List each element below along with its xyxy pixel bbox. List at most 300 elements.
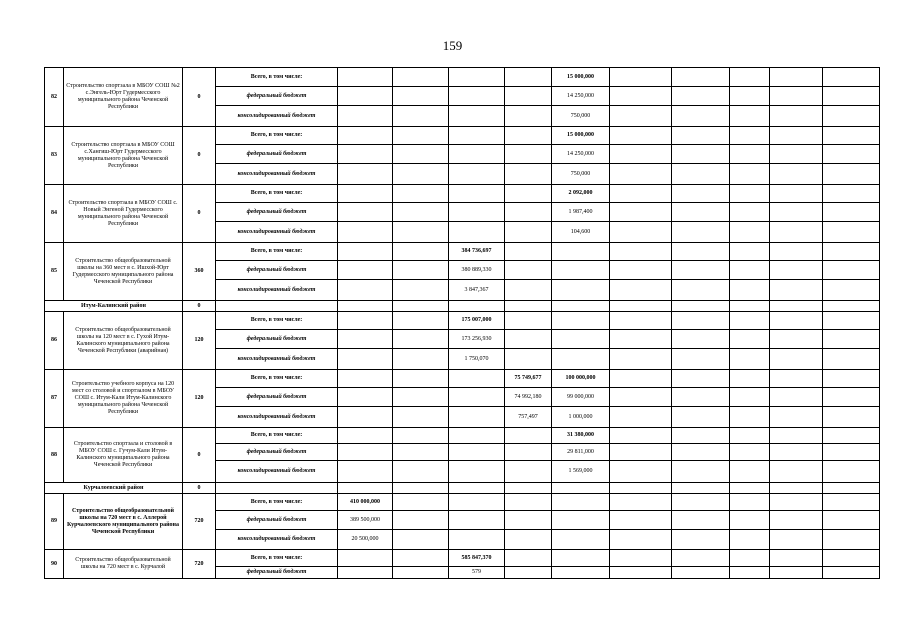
budget-label: Всего, в том числе: — [216, 494, 338, 511]
value-cell: 1 569,000 — [552, 461, 610, 483]
value-cell — [505, 164, 552, 185]
value-cell — [672, 444, 730, 461]
value-cell — [823, 494, 880, 511]
empty-cell — [730, 301, 770, 312]
row-number: 82 — [45, 68, 64, 127]
value-cell — [505, 261, 552, 280]
value-cell — [393, 567, 449, 579]
value-cell — [505, 127, 552, 145]
value-cell — [338, 312, 393, 330]
value-cell — [730, 349, 770, 370]
value-cell: 20 500,000 — [338, 530, 393, 550]
value-cell — [338, 407, 393, 428]
value-cell — [770, 444, 823, 461]
value-cell — [823, 243, 880, 261]
value-cell — [770, 567, 823, 579]
budget-label: консолидированный бюджет — [216, 349, 338, 370]
value-cell — [770, 185, 823, 203]
budget-label: Всего, в том числе: — [216, 428, 338, 444]
value-cell — [505, 444, 552, 461]
value-cell — [672, 68, 730, 87]
value-cell — [823, 87, 880, 106]
value-cell — [505, 494, 552, 511]
value-cell — [338, 145, 393, 164]
row-number: 88 — [45, 428, 64, 483]
value-cell — [449, 461, 505, 483]
value-cell — [823, 428, 880, 444]
value-cell — [393, 280, 449, 301]
value-cell — [672, 106, 730, 127]
budget-label: федеральный бюджет — [216, 388, 338, 407]
object-name: Строительство учебного корпуса на 120 мест со столовой и спортзалом в МБОУ СОШ с. Итум-Кали Итум-Калинского муниципального района Чеченской Республики — [64, 370, 183, 428]
value-cell — [730, 550, 770, 567]
value-cell — [393, 164, 449, 185]
value-cell — [338, 349, 393, 370]
value-cell — [770, 530, 823, 550]
value-cell — [770, 243, 823, 261]
value-cell: 384 736,697 — [449, 243, 505, 261]
value-cell — [449, 106, 505, 127]
value-cell — [672, 349, 730, 370]
value-cell — [393, 145, 449, 164]
value-cell — [505, 243, 552, 261]
object-name: Строительство спортзала в МБОУ СОШ с.Хангиш-Юрт Гудермесского муниципального района Чеченской Республики — [64, 127, 183, 185]
value-cell — [672, 567, 730, 579]
value-cell — [672, 370, 730, 388]
table-row — [45, 494, 880, 511]
table-row — [45, 185, 880, 203]
value-cell — [610, 550, 672, 567]
value-cell: 100 000,000 — [552, 370, 610, 388]
value-cell — [823, 164, 880, 185]
table-row — [45, 428, 880, 444]
value-cell: 15 000,000 — [552, 127, 610, 145]
value-cell — [393, 428, 449, 444]
value-cell: 750,000 — [552, 164, 610, 185]
value-cell — [823, 461, 880, 483]
value-cell — [770, 145, 823, 164]
value-cell: 31 380,000 — [552, 428, 610, 444]
budget-label: федеральный бюджет — [216, 203, 338, 222]
region-row — [45, 483, 880, 494]
value-cell — [770, 203, 823, 222]
value-cell — [552, 511, 610, 530]
value-cell — [393, 312, 449, 330]
value-cell — [730, 145, 770, 164]
budget-label: Всего, в том числе: — [216, 127, 338, 145]
value-cell — [449, 494, 505, 511]
value-cell — [393, 407, 449, 428]
value-cell — [770, 550, 823, 567]
value-cell — [338, 388, 393, 407]
value-cell — [730, 261, 770, 280]
value-cell — [552, 567, 610, 579]
value-cell: 14 250,000 — [552, 87, 610, 106]
value-cell — [610, 261, 672, 280]
value-cell — [552, 312, 610, 330]
value-cell — [672, 164, 730, 185]
value-cell — [338, 185, 393, 203]
value-cell — [449, 145, 505, 164]
value-cell — [393, 243, 449, 261]
budget-label: консолидированный бюджет — [216, 530, 338, 550]
value-cell: 99 000,000 — [552, 388, 610, 407]
value-cell — [338, 261, 393, 280]
value-cell — [770, 164, 823, 185]
value-cell — [552, 330, 610, 349]
empty-cell — [216, 301, 338, 312]
value-cell — [393, 106, 449, 127]
value-cell — [552, 550, 610, 567]
empty-cell — [672, 301, 730, 312]
value-cell — [672, 530, 730, 550]
empty-cell — [338, 483, 393, 494]
value-cell: 3 847,367 — [449, 280, 505, 301]
value-cell — [730, 280, 770, 301]
value-cell — [730, 567, 770, 579]
value-cell — [449, 530, 505, 550]
value-cell — [672, 428, 730, 444]
value-cell — [770, 330, 823, 349]
value-cell — [770, 511, 823, 530]
value-cell — [770, 222, 823, 243]
value-cell — [823, 185, 880, 203]
object-name: Строительство общеобразовательной школы на 120 мест в с. Гухой Итум-Калинского муниципального района Чеченской Республики (аварийная) — [64, 312, 183, 370]
empty-cell — [770, 483, 823, 494]
value-cell — [730, 330, 770, 349]
value-cell — [823, 222, 880, 243]
value-cell — [730, 243, 770, 261]
value-cell — [730, 428, 770, 444]
value-cell — [823, 530, 880, 550]
value-cell — [610, 127, 672, 145]
object-name: Строительство общеобразовательной школы на 720 мест в с. Аллерой Курчалоевского муниципального района Чеченской Республики — [64, 494, 183, 550]
empty-cell — [216, 483, 338, 494]
empty-cell — [449, 483, 505, 494]
empty-cell — [672, 483, 730, 494]
value-cell — [823, 68, 880, 87]
value-cell — [730, 203, 770, 222]
value-cell — [552, 261, 610, 280]
capacity: 0 — [183, 428, 216, 483]
value-cell — [770, 388, 823, 407]
region-capacity: 0 — [183, 483, 216, 494]
budget-label: Всего, в том числе: — [216, 185, 338, 203]
value-cell — [730, 511, 770, 530]
value-cell — [730, 461, 770, 483]
value-cell: 175 007,000 — [449, 312, 505, 330]
value-cell — [393, 87, 449, 106]
value-cell — [672, 407, 730, 428]
table-row — [45, 370, 880, 388]
value-cell — [730, 494, 770, 511]
value-cell: 173 256,930 — [449, 330, 505, 349]
empty-cell — [393, 301, 449, 312]
value-cell: 75 749,677 — [505, 370, 552, 388]
value-cell — [505, 550, 552, 567]
value-cell — [393, 127, 449, 145]
object-name: Строительство спортзала в МБОУ СОШ №2 с.Энгель-Юрт Гудермесского муниципального района Чеченской Республики — [64, 68, 183, 127]
value-cell — [730, 222, 770, 243]
value-cell — [730, 530, 770, 550]
value-cell — [449, 68, 505, 87]
value-cell — [610, 243, 672, 261]
value-cell — [770, 312, 823, 330]
value-cell — [823, 550, 880, 567]
value-cell — [770, 370, 823, 388]
value-cell — [338, 68, 393, 87]
value-cell — [730, 312, 770, 330]
value-cell — [449, 164, 505, 185]
value-cell — [393, 68, 449, 87]
table-row — [45, 68, 880, 87]
empty-cell — [610, 301, 672, 312]
value-cell — [672, 243, 730, 261]
value-cell — [672, 330, 730, 349]
budget-label: Всего, в том числе: — [216, 243, 338, 261]
value-cell — [338, 222, 393, 243]
row-number: 83 — [45, 127, 64, 185]
value-cell: 757,497 — [505, 407, 552, 428]
table-row — [45, 127, 880, 145]
value-cell — [610, 68, 672, 87]
value-cell — [823, 407, 880, 428]
region-name: Курчалоевский район — [45, 483, 183, 494]
value-cell — [823, 567, 880, 579]
value-cell — [823, 444, 880, 461]
value-cell — [449, 444, 505, 461]
value-cell — [338, 164, 393, 185]
capacity: 0 — [183, 68, 216, 127]
value-cell — [823, 106, 880, 127]
value-cell: 579 — [449, 567, 505, 579]
value-cell — [770, 127, 823, 145]
empty-cell — [552, 483, 610, 494]
value-cell — [672, 222, 730, 243]
row-number: 87 — [45, 370, 64, 428]
value-cell — [393, 203, 449, 222]
row-number: 90 — [45, 550, 64, 579]
value-cell — [393, 370, 449, 388]
value-cell — [393, 349, 449, 370]
value-cell: 15 000,000 — [552, 68, 610, 87]
budget-label: Всего, в том числе: — [216, 68, 338, 87]
value-cell — [610, 164, 672, 185]
budget-label: консолидированный бюджет — [216, 164, 338, 185]
row-number: 85 — [45, 243, 64, 301]
budget-label: консолидированный бюджет — [216, 222, 338, 243]
empty-cell — [610, 483, 672, 494]
value-cell — [610, 312, 672, 330]
empty-cell — [552, 301, 610, 312]
value-cell: 1 000,000 — [552, 407, 610, 428]
value-cell — [505, 330, 552, 349]
value-cell — [730, 370, 770, 388]
table-row — [45, 243, 880, 261]
capacity: 0 — [183, 127, 216, 185]
value-cell: 389 500,000 — [338, 511, 393, 530]
value-cell — [770, 494, 823, 511]
budget-label: Всего, в том числе: — [216, 550, 338, 567]
value-cell — [505, 349, 552, 370]
empty-cell — [770, 301, 823, 312]
budget-label: консолидированный бюджет — [216, 461, 338, 483]
value-cell — [823, 261, 880, 280]
table-row — [45, 312, 880, 330]
empty-cell — [449, 301, 505, 312]
value-cell — [393, 388, 449, 407]
value-cell — [610, 222, 672, 243]
value-cell: 585 847,370 — [449, 550, 505, 567]
value-cell — [770, 280, 823, 301]
value-cell: 380 889,330 — [449, 261, 505, 280]
value-cell — [730, 185, 770, 203]
value-cell — [730, 106, 770, 127]
value-cell — [610, 330, 672, 349]
value-cell — [338, 127, 393, 145]
value-cell — [823, 203, 880, 222]
value-cell — [823, 349, 880, 370]
budget-label: Всего, в том числе: — [216, 312, 338, 330]
value-cell — [672, 494, 730, 511]
value-cell — [338, 370, 393, 388]
region-row — [45, 301, 880, 312]
value-cell — [730, 444, 770, 461]
value-cell — [730, 68, 770, 87]
value-cell — [338, 428, 393, 444]
value-cell — [449, 428, 505, 444]
value-cell — [393, 511, 449, 530]
value-cell — [672, 280, 730, 301]
region-name: Итум-Калинский район — [45, 301, 183, 312]
capacity: 360 — [183, 243, 216, 301]
value-cell — [505, 530, 552, 550]
value-cell — [672, 312, 730, 330]
row-number: 89 — [45, 494, 64, 550]
value-cell — [449, 511, 505, 530]
value-cell — [393, 261, 449, 280]
value-cell — [338, 461, 393, 483]
budget-label: федеральный бюджет — [216, 511, 338, 530]
budget-label: консолидированный бюджет — [216, 407, 338, 428]
value-cell — [610, 494, 672, 511]
value-cell — [672, 145, 730, 164]
value-cell — [672, 87, 730, 106]
row-number: 86 — [45, 312, 64, 370]
empty-cell — [730, 483, 770, 494]
value-cell — [610, 567, 672, 579]
value-cell — [770, 349, 823, 370]
value-cell — [770, 407, 823, 428]
budget-label: консолидированный бюджет — [216, 280, 338, 301]
value-cell — [338, 243, 393, 261]
value-cell — [610, 388, 672, 407]
value-cell — [552, 243, 610, 261]
value-cell: 104,600 — [552, 222, 610, 243]
value-cell — [505, 461, 552, 483]
object-name: Строительство общеобразовательной школы на 720 мест в с. Курчалой — [64, 550, 183, 579]
capacity: 120 — [183, 312, 216, 370]
value-cell — [672, 203, 730, 222]
value-cell — [770, 87, 823, 106]
value-cell — [338, 87, 393, 106]
value-cell — [610, 203, 672, 222]
value-cell — [338, 567, 393, 579]
budget-label: федеральный бюджет — [216, 330, 338, 349]
empty-cell — [823, 483, 880, 494]
value-cell — [393, 461, 449, 483]
value-cell — [393, 494, 449, 511]
budget-label: федеральный бюджет — [216, 145, 338, 164]
value-cell — [338, 330, 393, 349]
table-row — [45, 550, 880, 567]
row-number: 84 — [45, 185, 64, 243]
value-cell — [770, 68, 823, 87]
budget-label: Всего, в том числе: — [216, 370, 338, 388]
budget-label: федеральный бюджет — [216, 87, 338, 106]
value-cell — [770, 428, 823, 444]
value-cell — [449, 370, 505, 388]
value-cell — [338, 280, 393, 301]
object-name: Строительство спортзала и столовой в МБОУ СОШ с. Гучум-Кали Итум-Калинского муниципального района Чеченской Республики — [64, 428, 183, 483]
empty-cell — [338, 301, 393, 312]
empty-cell — [505, 483, 552, 494]
value-cell — [552, 349, 610, 370]
value-cell — [770, 461, 823, 483]
value-cell — [610, 511, 672, 530]
value-cell — [610, 349, 672, 370]
value-cell — [823, 312, 880, 330]
value-cell — [505, 185, 552, 203]
capacity: 0 — [183, 185, 216, 243]
value-cell — [730, 164, 770, 185]
value-cell — [610, 530, 672, 550]
capacity: 120 — [183, 370, 216, 428]
value-cell — [730, 127, 770, 145]
value-cell — [505, 567, 552, 579]
value-cell — [823, 280, 880, 301]
value-cell — [505, 106, 552, 127]
page-number: 159 — [442, 38, 463, 53]
value-cell — [770, 261, 823, 280]
value-cell — [505, 145, 552, 164]
value-cell — [449, 127, 505, 145]
value-cell — [770, 106, 823, 127]
value-cell — [672, 461, 730, 483]
value-cell: 74 992,180 — [505, 388, 552, 407]
value-cell — [552, 494, 610, 511]
value-cell — [505, 222, 552, 243]
value-cell — [823, 127, 880, 145]
value-cell — [393, 530, 449, 550]
value-cell — [823, 370, 880, 388]
value-cell — [823, 330, 880, 349]
value-cell — [338, 203, 393, 222]
value-cell — [505, 428, 552, 444]
value-cell — [449, 388, 505, 407]
value-cell — [823, 145, 880, 164]
value-cell — [449, 407, 505, 428]
value-cell — [505, 312, 552, 330]
value-cell — [610, 370, 672, 388]
value-cell — [393, 330, 449, 349]
value-cell — [505, 280, 552, 301]
value-cell — [505, 87, 552, 106]
capacity: 720 — [183, 494, 216, 550]
empty-cell — [505, 301, 552, 312]
value-cell: 2 092,000 — [552, 185, 610, 203]
budget-label: федеральный бюджет — [216, 567, 338, 579]
